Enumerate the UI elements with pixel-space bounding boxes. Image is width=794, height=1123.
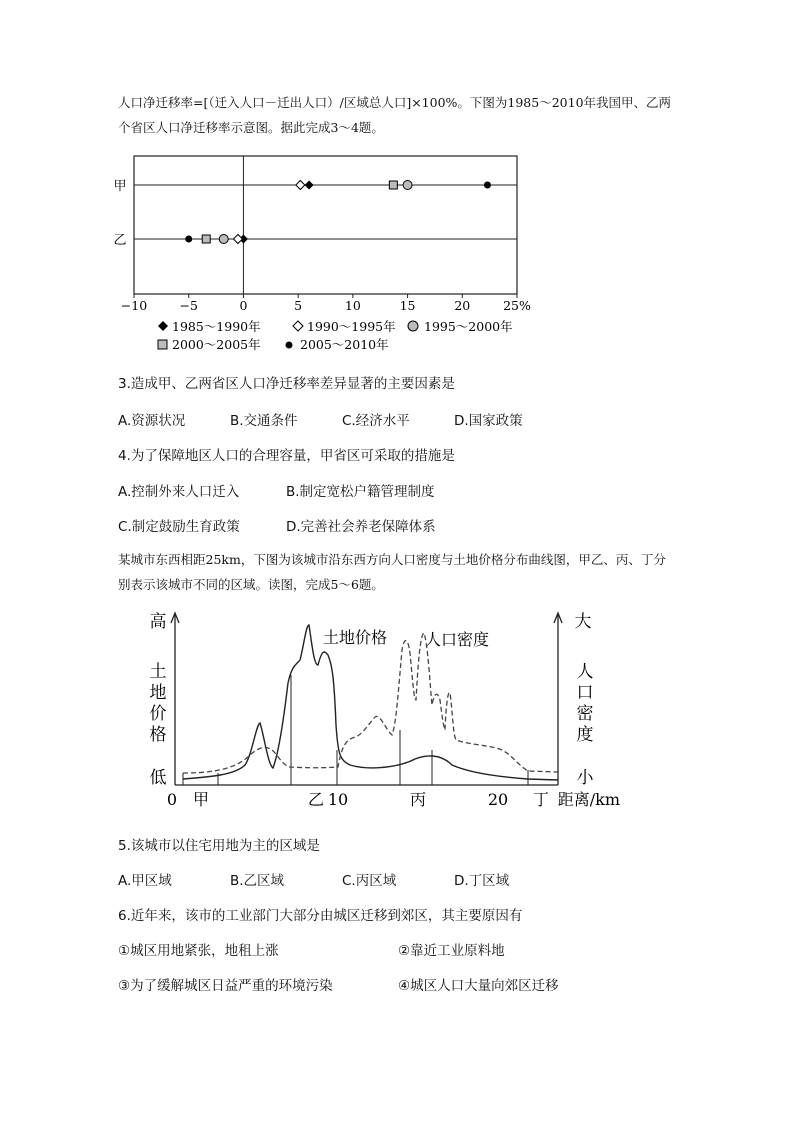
legend-label-2005: 2005～2010年 (300, 337, 389, 352)
chart1-markers (185, 181, 491, 244)
chart1-point-yi (219, 235, 228, 244)
chart1-point-jia (296, 181, 305, 190)
chart1-x-tick-label: 20 (454, 298, 471, 313)
intro-paragraph-1: 人口净迁移率=[（迁入人口－迁出人口）/区域总人口]×100%。下图为1985～2010年我国甲、乙两个省区人口净迁移率示意图。据此完成3～4题。 (118, 95, 672, 135)
question-4: 4.为了保障地区人口的合理容量，甲省区可采取的措施是 (118, 448, 455, 464)
chart1-x-tick-label: 0 (239, 298, 248, 313)
land-price-label: 土地价格 (323, 628, 388, 647)
x-tick-0: 0 (166, 790, 178, 809)
legend-marker-2005 (286, 342, 293, 349)
population-density-curve (183, 633, 558, 773)
intro-paragraph-2: 某城市东西相距25km，下图为该城市沿东西方向人口密度与土地价格分布曲线图，甲乙、丙、丁分别表示该城市不同的区域。读图，完成5～6题。 (118, 552, 666, 592)
left-axis-label-char: 格 (149, 725, 167, 745)
q6-option-4[interactable]: ④城区人口大量向郊区迁移 (398, 978, 559, 994)
right-axis-top-label: 大 (574, 612, 592, 632)
population-density-label: 人口密度 (425, 630, 490, 649)
q5-option-c[interactable]: C.丙区域 (342, 873, 397, 889)
right-axis-label-char: 口 (576, 683, 594, 703)
q5-option-b[interactable]: B.乙区域 (230, 873, 285, 889)
question-3: 3.造成甲、乙两省区人口净迁移率差异显著的主要因素是 (118, 376, 455, 392)
chart1-point-jia (305, 181, 314, 190)
chart1-x-tick-label: 15 (399, 298, 416, 313)
row-label-jia: 甲 (113, 179, 127, 194)
q4-option-a[interactable]: A.控制外来人口迁入 (118, 484, 240, 500)
chart1-point-yi (233, 235, 242, 244)
chart1-point-jia (484, 182, 491, 189)
legend-label-1990: 1990～1995年 (307, 319, 396, 334)
chart1-x-tick-label: −10 (120, 298, 148, 313)
left-axis-label-char: 价 (149, 704, 167, 724)
right-axis-label-char: 密 (576, 704, 594, 724)
q3-option-c[interactable]: C.经济水平 (342, 413, 410, 429)
x-axis-label: 距离/km (557, 790, 620, 809)
legend-marker-1985 (158, 321, 168, 331)
chart1-x-tick-label: 5 (294, 298, 303, 313)
right-axis-label-char: 人 (576, 662, 594, 682)
chart1-x-tick-label: 25% (503, 298, 531, 313)
legend-label-1995: 1995～2000年 (424, 319, 513, 334)
migration-rate-chart (110, 150, 540, 360)
left-axis-label-char: 土 (149, 662, 167, 682)
q6-option-1[interactable]: ①城区用地紧张，地租上涨 (118, 943, 279, 959)
q4-option-b[interactable]: B.制定宽松户籍管理制度 (286, 484, 435, 500)
chart1-point-jia (403, 181, 412, 190)
zone-label-jia: 甲 (192, 790, 210, 809)
right-axis-label (577, 662, 594, 745)
right-axis-label-char: 度 (576, 725, 594, 745)
legend-marker-2000 (158, 340, 167, 349)
question-6: 6.近年来，该市的工业部门大部分由城区迁移到郊区，其主要原因有 (118, 908, 523, 924)
q3-option-d[interactable]: D.国家政策 (454, 413, 523, 429)
q5-option-a[interactable]: A.甲区域 (118, 873, 172, 889)
left-axis-label-char: 地 (149, 683, 167, 703)
chart1-point-yi (202, 235, 210, 243)
left-axis-top-label: 高 (149, 612, 167, 632)
zone-label-yi: 乙 (307, 790, 325, 809)
row-label-yi: 乙 (113, 233, 127, 248)
legend-label-1985: 1985～1990年 (172, 319, 261, 334)
q4-option-d[interactable]: D.完善社会养老保障体系 (286, 519, 436, 535)
question-5: 5.该城市以住宅用地为主的区域是 (118, 838, 320, 854)
q6-option-2[interactable]: ②靠近工业原料地 (398, 943, 505, 959)
chart1-legend (158, 319, 513, 352)
chart1-frame (134, 156, 517, 294)
q3-option-a[interactable]: A.资源状况 (118, 413, 186, 429)
chart1-point-jia (389, 181, 397, 189)
x-tick-10: 10 (327, 790, 349, 809)
land-price-density-chart (140, 605, 630, 815)
legend-marker-1995 (408, 321, 418, 331)
left-axis-bottom-label: 低 (149, 768, 167, 788)
left-axis-label (150, 662, 167, 745)
q5-option-d[interactable]: D.丁区域 (454, 873, 510, 889)
zone-label-bing: 丙 (409, 790, 427, 809)
legend-label-2000: 2000～2005年 (172, 337, 261, 352)
land-price-curve (183, 625, 558, 780)
zone-label-ding: 丁 (532, 790, 550, 809)
q6-option-3[interactable]: ③为了缓解城区日益严重的环境污染 (118, 978, 333, 994)
chart1-x-tick-label: −5 (179, 298, 198, 313)
chart1-x-tick-label: 10 (344, 298, 361, 313)
q4-option-c[interactable]: C.制定鼓励生育政策 (118, 519, 240, 535)
chart1-point-yi (185, 236, 192, 243)
chart1-x-ticks (121, 294, 531, 313)
q3-option-b[interactable]: B.交通条件 (230, 413, 298, 429)
right-axis-bottom-label: 小 (576, 768, 594, 788)
legend-marker-1990 (293, 321, 303, 331)
x-tick-20: 20 (487, 790, 509, 809)
